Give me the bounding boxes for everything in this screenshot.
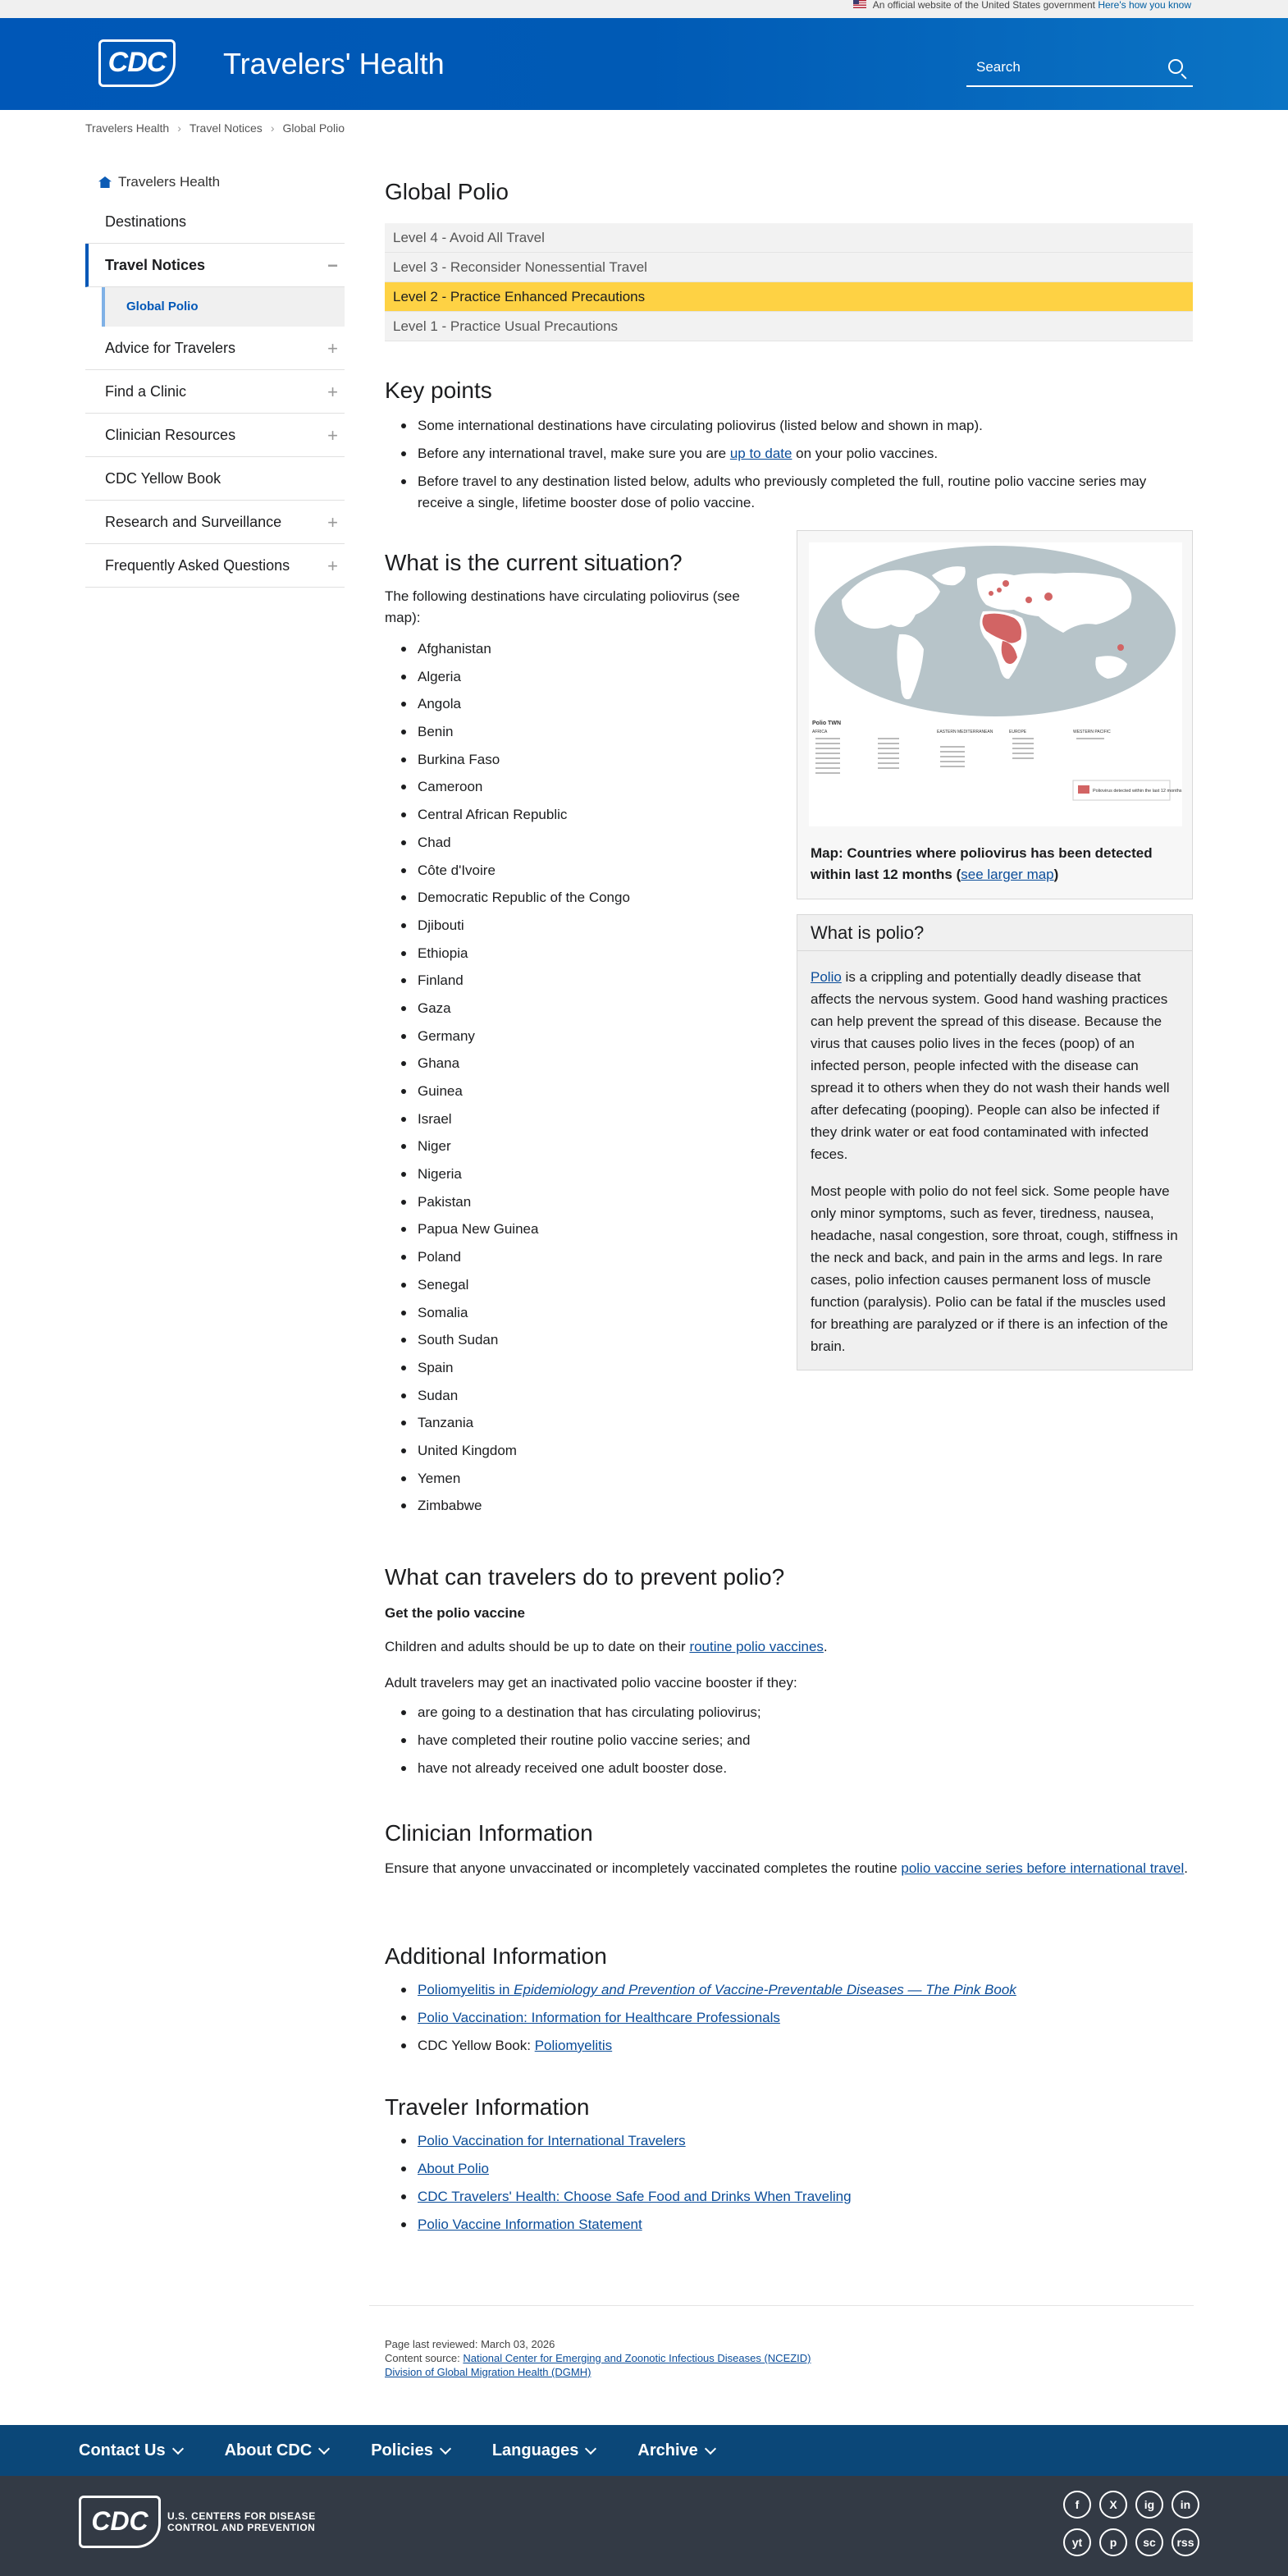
search-placeholder: Search [976,59,1021,75]
legend-line [1012,753,1034,754]
level-1: Level 1 - Practice Usual Precautions [385,312,1193,341]
destination-item: Gaza [385,995,770,1023]
map-legend-title: Polio TWN [812,721,841,726]
pink-book-link-pre: Poliomyelitis in [418,1982,514,1997]
legend-line [940,751,965,753]
map-affected-region [997,588,1002,593]
linkedin-icon[interactable]: in [1172,2491,1199,2519]
list-item [385,2130,1193,2152]
list-item: Some international destinations have circulating poliovirus (listed below and shown in map). [385,415,1193,437]
footer-nav-languages[interactable] [492,2441,596,2460]
clinician-text-pre: Ensure that anyone unvaccinated or incompletely vaccinated completes the routine [385,1860,902,1876]
footer-logo[interactable] [79,2496,316,2548]
destination-item: South Sudan [385,1326,770,1354]
sidebar-item-label: Clinician Resources [105,427,236,443]
footer-nav [0,2425,1288,2476]
sidebar-item-clinician-resources[interactable] [85,414,345,457]
destination-item: Somalia [385,1299,770,1327]
sidebar-home-label: Travelers Health [118,174,221,190]
footer-org-line: CONTROL AND PREVENTION [167,2522,316,2533]
rss-icon[interactable]: rss [1172,2528,1199,2556]
legend-line [815,753,840,754]
legend-line [940,756,965,757]
destination-item: Côte d'Ivoire [385,857,770,885]
level-3: Level 3 - Reconsider Nonessential Travel [385,253,1193,282]
expand-icon[interactable]: + [327,338,338,359]
prevent-p1-text: Children and adults should be up to date on their [385,1639,690,1654]
healthcare-professionals-link[interactable]: Polio Vaccination: Information for Healthcare Professionals [418,2010,780,2025]
destination-item: Chad [385,829,770,857]
prevent-p1-end: . [823,1639,828,1654]
footer-nav-label: About CDC [224,2441,313,2459]
destination-item: United Kingdom [385,1437,770,1465]
map-region-header: WESTERN PACIFIC [1073,730,1111,734]
destination-item: Poland [385,1243,770,1271]
situation-intro: The following destinations have circulating poliovirus (see map): [385,588,740,625]
destination-item: Papua New Guinea [385,1215,770,1243]
what-is-polio-p1-text: is a crippling and potentially deadly disease that affects the nervous system. Good hand washing practices can help prevent the spread of this disease. Because the virus that causes polio lives in the feces (poop) of an infected person, people infected with the disease can spread it to others when they do not wash their hands well after defecating (pooping). People can also be infected if they drink water or eat food contaminated with infected feces. [811,969,1170,1162]
level-4: Level 4 - Avoid All Travel [385,223,1193,253]
chevron-down-icon [440,2442,451,2454]
sidebar-item-label: Find a Clinic [105,383,187,400]
destination-item: Benin [385,718,770,746]
footer-cdc-logo: CDC [79,2496,161,2548]
destination-item: Zimbabwe [385,1492,770,1520]
expand-icon[interactable]: + [327,425,338,446]
legend-line [878,762,899,764]
snapchat-icon[interactable]: sc [1135,2528,1163,2556]
legend-line [940,761,965,762]
legend-line [815,743,840,744]
map-affected-region [989,591,993,596]
footer-nav-policies[interactable] [371,2441,450,2460]
prevent-heading: What can travelers do to prevent polio? [385,1564,785,1590]
sidebar-item-label: Research and Surveillance [105,514,282,530]
sidebar-item-travel-notices[interactable] [85,244,345,287]
us-flag-icon [853,0,866,8]
footer-nav-label: Policies [371,2441,433,2459]
breadcrumb-chevron-icon: › [270,121,275,135]
legend-line [1012,748,1034,749]
list-item [385,2186,1193,2208]
breadcrumb-travel-notices[interactable]: Travel Notices [189,121,263,135]
list-item: have completed their routine polio vaccine series; and [385,1730,1193,1751]
traveler-section [385,2094,1193,2242]
facebook-icon[interactable]: f [1063,2491,1091,2519]
destination-item: Burkina Faso [385,746,770,774]
sidebar-home[interactable] [85,164,345,200]
list-item: Before travel to any destination listed below, adults who previously completed the full, routine polio vaccine series may receive a single, lifetime booster dose of polio vaccine. [385,471,1193,514]
level-2-current: Level 2 - Practice Enhanced Precautions [385,282,1193,312]
expand-icon[interactable]: + [327,556,338,576]
chevron-down-icon [172,2442,184,2454]
footer-nav-archive[interactable] [637,2441,714,2460]
legend-line [1012,757,1034,759]
up-to-date-link[interactable]: up to date [729,446,792,461]
list-item: have not already received one adult booster dose. [385,1758,1193,1779]
legend-line [878,757,899,759]
polio-vaccine-series-link[interactable]: polio vaccine series before international travel [901,1860,1185,1876]
destination-item: Djibouti [385,912,770,940]
collapse-icon[interactable]: − [327,255,338,276]
content-source-label: Content source: [385,2352,464,2364]
what-is-polio-p2: Most people with polio do not feel sick. Some people have only minor symptoms, such as fever, tiredness, nausea, headache, nasal congestion, sore throat, cough, stiffness in the neck and back, and pain in the arms and legs. In rare cases, polio infection causes permanent loss of muscle function (paralysis). Polio can be fatal if the muscles used for breathing are paralyzed or if there is an infection of the brain. [811,1183,1178,1354]
destination-item: Ethiopia [385,940,770,968]
destination-item: Cameroon [385,773,770,801]
instagram-icon[interactable]: ig [1135,2491,1163,2519]
legend-line [1012,738,1034,739]
what-is-polio-card [797,914,1193,1370]
content-source [385,2351,1194,2365]
legend-line [940,766,965,767]
main-content [385,164,1193,2232]
legend-line [940,746,965,748]
page-reviewed: Page last reviewed: March 03, 2026 [385,2338,555,2350]
legend-line [878,743,899,744]
destination-item: Pakistan [385,1188,770,1216]
chevron-down-icon [705,2442,716,2454]
footer-nav-label: Contact Us [79,2441,166,2459]
destination-item: Ghana [385,1050,770,1078]
legend-line [878,748,899,749]
legend-line [815,738,840,739]
list-item: are going to a destination that has circulating poliovirus; [385,1702,1193,1723]
map-caption: Map: Countries where poliovirus has been detected within last 12 months (see larger map) [811,845,1153,882]
legend-line [815,757,840,759]
map-region-header: EUROPE [1009,730,1027,734]
map-affected-region [1003,580,1009,587]
prevent-p2: Adult travelers may get an inactivated polio vaccine booster if they: [385,1675,797,1691]
legend-line [815,772,840,774]
search-input[interactable] [966,51,1193,87]
expand-icon[interactable]: + [327,512,338,533]
vaccine-information-statement-link[interactable]: Polio Vaccine Information Statement [418,2217,642,2232]
world-map-svg [809,542,1182,826]
sidebar-item-advice[interactable] [85,327,345,370]
legend-line [878,753,899,754]
x-icon[interactable]: X [1099,2491,1127,2519]
sidebar-item-yellow-book[interactable] [85,457,345,501]
destination-item: Senegal [385,1271,770,1299]
footer-org-name [167,2510,316,2533]
destination-item: Spain [385,1354,770,1382]
sidebar-item-destinations[interactable] [85,200,345,244]
footer-org-line: U.S. CENTERS FOR DISEASE [167,2510,316,2522]
footer-nav-contact[interactable] [79,2441,182,2460]
key-points-heading: Key points [385,377,492,403]
sidebar-item-label: Destinations [105,213,187,230]
map-affected-region [1117,644,1124,651]
prevent-p1 [385,1636,1193,1658]
legend-line [1012,743,1034,744]
gov-banner-text: An official website of the United States government [872,0,1095,11]
routine-polio-vaccines-link[interactable]: routine polio vaccines [689,1639,824,1654]
home-icon [98,176,112,188]
destination-item: Yemen [385,1465,770,1493]
map-caption-text: Map: Countries where poliovirus has been detected within last 12 months [811,845,1153,882]
key-points [385,377,1193,514]
yellow-book-prefix: CDC Yellow Book: [418,2038,535,2053]
site-title[interactable]: Travelers' Health [223,47,445,80]
destination-item: Algeria [385,663,770,691]
destination-list [385,635,770,1520]
footer-nav-about[interactable] [225,2441,329,2460]
about-polio-link[interactable]: About Polio [418,2161,489,2176]
footer-nav-label: Archive [637,2441,698,2459]
sidebar-item-label: Travel Notices [105,257,206,273]
sidebar-item-label: Frequently Asked Questions [105,557,290,574]
destination-item: Angola [385,690,770,718]
polio-map-image[interactable] [809,542,1182,826]
map-legend-note: Poliovirus detected within the last 12 months [1093,789,1182,794]
what-is-polio-p1 [797,966,1192,1165]
site-header [0,18,1288,110]
destination-item: Finland [385,967,770,995]
what-is-polio-heading: What is polio? [797,915,1192,951]
destination-item: Sudan [385,1382,770,1410]
situation-heading: What is the current situation? [385,550,683,575]
chevron-down-icon [318,2442,330,2454]
map-affected-region [1044,593,1053,601]
youtube-icon[interactable]: yt [1063,2528,1091,2556]
map-legend-swatch [1078,785,1089,794]
destination-item: Guinea [385,1078,770,1105]
sidebar-item-label: Advice for Travelers [105,340,236,356]
polio-vaccination-travelers-link[interactable]: Polio Vaccination for International Travelers [418,2133,686,2148]
pink-book-link-title: Epidemiology and Prevention of Vaccine-Preventable Diseases — The Pink Book [514,1982,1016,1997]
destination-item: Tanzania [385,1409,770,1437]
sidebar-item-label: CDC Yellow Book [105,470,222,487]
additional-section [385,1943,1193,2063]
footer [0,2476,1288,2576]
list-item [385,2035,1193,2057]
cdc-logo[interactable]: CDC [98,39,176,87]
sidebar-item-faq[interactable] [85,544,345,588]
safe-food-link[interactable]: CDC Travelers' Health: Choose Safe Food and Drinks When Traveling [418,2189,852,2204]
poliomyelitis-link[interactable]: Poliomyelitis [534,2038,613,2053]
legend-line [1076,738,1104,739]
sidebar-nav [85,164,345,588]
clinician-heading: Clinician Information [385,1820,593,1846]
pinterest-icon[interactable]: p [1099,2528,1127,2556]
list-item-text: Before any international travel, make sure you are [418,446,730,461]
list-item-text: on your polio vaccines. [792,446,939,461]
legend-line [878,767,899,769]
list-item [385,2214,1193,2235]
current-situation [385,550,770,1520]
ncezid-link[interactable]: National Center for Emerging and Zoonotic Infectious Diseases (NCEZID) [463,2352,811,2364]
pink-book-link[interactable] [418,1982,1016,1997]
breadcrumb [85,121,345,135]
map-affected-region [1025,597,1032,603]
map-region-header: AFRICA [812,730,828,734]
sidebar-subitem-global-polio[interactable]: Global Polio [102,287,345,327]
sidebar-item-research[interactable] [85,501,345,544]
chevron-down-icon [585,2442,596,2454]
prevent-subheading: Get the polio vaccine [385,1605,525,1621]
list-item [385,1979,1193,2001]
page-footer-info [369,2305,1194,2379]
list-item [385,2158,1193,2180]
clinician-text [385,1858,1193,1879]
page-title: Global Polio [385,179,509,204]
breadcrumb-chevron-icon: › [177,121,181,135]
sidebar-item-find-clinic[interactable] [85,370,345,414]
travel-level-scale [385,223,1193,341]
breadcrumb-global-polio: Global Polio [282,121,345,135]
breadcrumb-travelers-health[interactable]: Travelers Health [85,121,170,135]
see-larger-map-link[interactable]: see larger map [961,867,1054,882]
destination-item: Afghanistan [385,635,770,663]
additional-heading: Additional Information [385,1943,607,1969]
social-links [1063,2491,1201,2556]
destination-item: Germany [385,1023,770,1050]
legend-line [815,762,840,764]
polio-link[interactable]: Polio [811,969,842,985]
expand-icon[interactable]: + [327,382,338,402]
gov-banner [0,0,1288,18]
legend-line [815,767,840,769]
map-card [797,530,1193,899]
clinician-text-end: . [1184,1860,1189,1876]
prevent-section [385,1564,1193,1786]
content-source-2 [385,2365,1194,2379]
footer-nav-label: Languages [491,2441,579,2459]
list-item [385,443,1193,464]
destination-item: Democratic Republic of the Congo [385,884,770,912]
list-item [385,2007,1193,2029]
legend-line [815,748,840,749]
heres-how-link[interactable]: Here's how you know [1098,0,1191,11]
traveler-heading: Traveler Information [385,2094,590,2120]
map-legend-lines [815,738,1104,774]
dgmh-link[interactable]: Division of Global Migration Health (DGMH) [385,2366,591,2378]
search-icon[interactable] [1168,59,1183,74]
clinician-section [385,1820,1193,1879]
destination-item: Israel [385,1105,770,1133]
destination-item: Central African Republic [385,801,770,829]
destination-item: Niger [385,1132,770,1160]
map-region-header: EASTERN MEDITERRANEAN [937,730,993,734]
legend-line [878,738,899,739]
destination-item: Nigeria [385,1160,770,1188]
